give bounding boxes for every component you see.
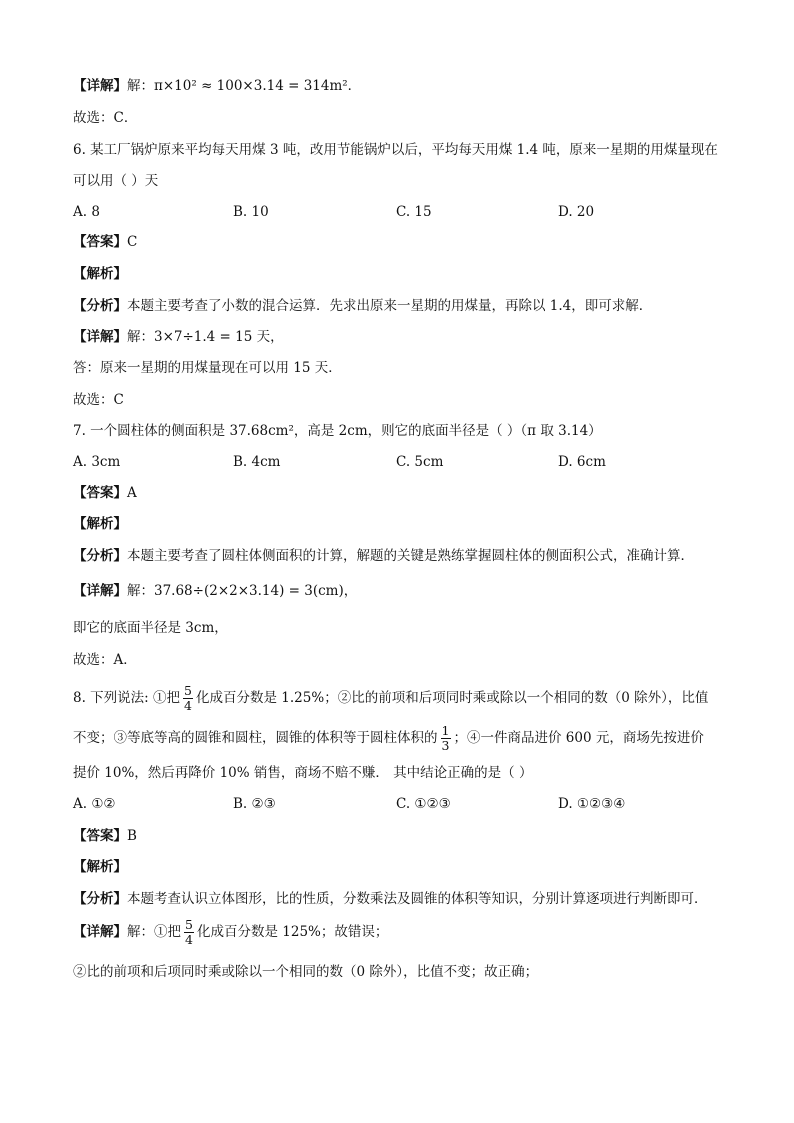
q7-option-a: A. 3cm	[73, 454, 121, 470]
q7-xiangjie-line	[73, 581, 754, 601]
frac-numerator: 5	[184, 683, 192, 698]
q8-fenxi: 本题考查认识立体图形，比的性质，分数乘法及圆锥的体积等知识，分别计算逐项进行判断即可．	[127, 891, 708, 907]
answer-tag: 【答案】	[73, 485, 127, 501]
q8-option-b: B. ②③	[233, 796, 276, 812]
q7-option-c: C. 5cm	[396, 454, 444, 470]
detail-text: 解：π×10² ≈ 100×3.14 = 314m²．	[127, 78, 362, 94]
q8-stem-line2	[73, 721, 754, 755]
q7-fenxi: 本题主要考查了圆柱体侧面积的计算，解题的关键是熟练掌握圆柱体的侧面积公式，准确计算．	[127, 548, 694, 564]
q6-option-c: C. 15	[396, 204, 432, 220]
q6-choose-line: 故选：C	[73, 392, 124, 408]
q8-last-line: ②比的前项和后项同时乘或除以一个相同的数（0 除外），比值不变；故正确；	[73, 964, 539, 980]
q8-stem2-post: ；④一件商品进价 600 元，商场先按进价	[453, 730, 704, 746]
analysis-tag: 【解析】	[73, 266, 127, 282]
xiangjie-tag: 【详解】	[73, 329, 127, 345]
q8-fenxi-line	[73, 889, 754, 909]
q6-stem-line2: 可以用（ ）天	[73, 173, 159, 189]
q6-fenxi: 本题主要考查了小数的混合运算．先求出原来一星期的用煤量，再除以 1.4，即可求解．	[127, 298, 653, 314]
q8-analysis-tag	[73, 857, 754, 877]
xiangjie-tag: 【详解】	[73, 924, 127, 940]
q6-da-line: 答：原来一星期的用煤量现在可以用 15 天．	[73, 360, 342, 376]
q6-stem-line1: 6. 某工厂锅炉原来平均每天用煤 3 吨，改用节能锅炉以后，平均每天用煤 1.4 吨，原来一星期的用煤量现在	[73, 142, 718, 158]
q7-fenxi-line	[73, 546, 754, 566]
frac-denominator: 4	[185, 932, 193, 947]
q7-answer: A	[127, 485, 137, 501]
q6-option-d: D. 20	[558, 204, 595, 220]
fenxi-tag: 【分析】	[73, 891, 127, 907]
frac-numerator: 5	[185, 917, 193, 932]
q6-fenxi-line	[73, 296, 754, 316]
analysis-tag: 【解析】	[73, 859, 127, 875]
q8-stem-pre: 8. 下列说法: ①把	[73, 690, 181, 706]
q8-answer: B	[127, 828, 137, 844]
q8-xiangjie-line	[73, 915, 754, 949]
q8-xj-pre: 解：①把	[127, 924, 181, 940]
q7-option-b: B. 4cm	[233, 454, 281, 470]
q8-stem2-pre: 不变；③等底等高的圆锥和圆柱，圆锥的体积等于圆柱体积的	[73, 730, 438, 746]
q7-xiangjie: 解：37.68÷(2×2×3.14) = 3(cm)，	[127, 583, 358, 599]
frac-denominator: 3	[441, 738, 450, 753]
choose-line: 故选：C．	[73, 110, 138, 126]
q8-answer-line	[73, 826, 754, 846]
fraction-5-4	[184, 918, 194, 947]
q6-option-a: A. 8	[73, 204, 100, 220]
fenxi-tag: 【分析】	[73, 298, 127, 314]
fenxi-tag: 【分析】	[73, 548, 127, 564]
analysis-tag: 【解析】	[73, 516, 127, 532]
q7-choose-line: 故选：A．	[73, 652, 137, 668]
q6-xiangjie-line	[73, 327, 754, 347]
q7-option-d: D. 6cm	[558, 454, 606, 470]
q7-stem-line: 7. 一个圆柱体的侧面积是 37.68cm²，高是 2cm，则它的底面半径是（ ）（π 取 3.14）	[73, 423, 602, 439]
q6-answer-line	[73, 232, 754, 252]
q8-stem-line3: 提价 10%，然后再降价 10% 销售，商场不赔不赚． 其中结论正确的是（ ）	[73, 765, 533, 781]
answer-tag: 【答案】	[73, 234, 127, 250]
xiangjie-tag: 【详解】	[73, 583, 127, 599]
fraction-1-3	[441, 724, 451, 753]
q6-answer: C	[127, 234, 138, 250]
q8-stem-line1	[73, 681, 754, 715]
frac-numerator: 1	[441, 723, 450, 738]
q8-option-a: A. ①②	[73, 796, 116, 812]
detail-line	[73, 76, 754, 96]
q8-xj-post: 化成百分数是 125%；故错误；	[197, 924, 389, 940]
fraction-5-4	[183, 684, 193, 713]
frac-denominator: 4	[184, 698, 192, 713]
q6-option-b: B. 10	[233, 204, 269, 220]
q8-stem-post: 化成百分数是 1.25%；②比的前项和后项同时乘或除以一个相同的数（0 除外），比值	[196, 690, 709, 706]
q8-option-d: D. ①②③④	[558, 796, 626, 812]
detail-tag: 【详解】	[73, 78, 127, 94]
q7-answer-line	[73, 483, 754, 503]
answer-tag: 【答案】	[73, 828, 127, 844]
q7-result-line: 即它的底面半径是 3cm，	[73, 620, 228, 636]
q8-option-c: C. ①②③	[396, 796, 451, 812]
q6-analysis-tag	[73, 264, 754, 284]
q7-analysis-tag	[73, 514, 754, 534]
q6-xiangjie: 解：3×7÷1.4 = 15 天，	[127, 329, 284, 345]
